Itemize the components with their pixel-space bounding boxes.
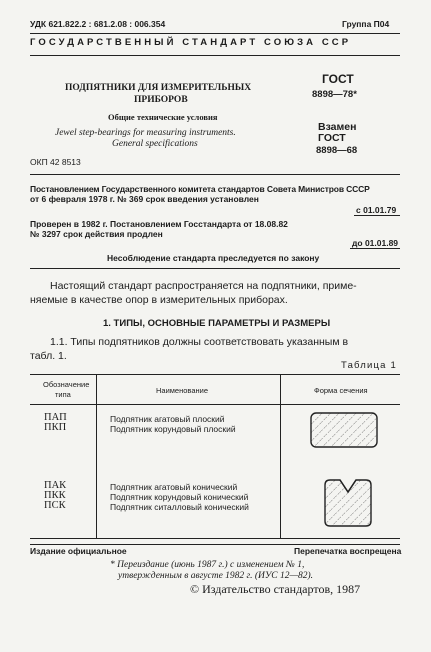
header-code-line2: типа: [55, 390, 71, 399]
para2-line1: 1.1. Типы подпятников должны соответствовать указанным в: [50, 336, 349, 348]
replace-label: Взамен: [318, 121, 357, 133]
decree-line1: Постановлением Государственного комитета стандартов Совета Министров СССР: [30, 184, 370, 194]
official-edition: Издание официальное: [30, 546, 127, 556]
header-shape: Форма сечения: [314, 386, 368, 395]
header-rule-2: [30, 55, 400, 56]
copyright: © Издательство стандартов, 1987: [190, 582, 361, 596]
general-spec-ru: Общие технические условия: [108, 112, 218, 122]
header-code-line1: Обозначение: [43, 380, 90, 389]
decree-line4: № 3297 срок действия продлен: [30, 229, 163, 239]
title-line1: ПОДПЯТНИКИ ДЛЯ ИЗМЕРИТЕЛЬНЫХ: [65, 83, 252, 93]
header-rule: [30, 33, 400, 34]
gost-number: 8898—78*: [312, 89, 357, 100]
replace-gost: ГОСТ: [318, 132, 346, 144]
para1-line1: Настоящий стандарт распространяется на подпятники, приме-: [50, 280, 357, 292]
group2-codes: [44, 481, 66, 511]
para1-line2: няемые в качестве опор в измерительных приборах.: [30, 294, 288, 306]
code-pkp: ПКП: [44, 422, 67, 433]
table-col-divider-2: [280, 374, 281, 538]
udk-code: УДК 621.822.2 : 681.2.08 : 006.354: [30, 19, 166, 29]
table-caption: Таблица 1: [341, 360, 397, 371]
decree-date1: с 01.01.79: [356, 205, 397, 215]
date2-underline: [350, 248, 400, 249]
para2-line2: табл. 1.: [30, 350, 67, 362]
table-bottom-rule: [30, 538, 400, 539]
footnote-line1: * Переиздание (июнь 1987 г.) с изменением № 1,: [110, 560, 305, 570]
penalty-notice: Несоблюдение стандарта преследуется по закону: [107, 253, 320, 263]
code-pkk: ПКК: [44, 490, 66, 501]
title-line2: ПРИБОРОВ: [134, 95, 188, 105]
standard-line: ГОСУДАРСТВЕННЫЙ СТАНДАРТ СОЮЗА ССР: [30, 37, 352, 48]
group-code: Группа П04: [342, 19, 390, 29]
decree-date2: до 01.01.89: [352, 238, 399, 248]
table-col-divider-1: [96, 374, 97, 538]
decree-line3: Проверен в 1982 г. Постановлением Госстандарта от 18.08.82: [30, 219, 288, 229]
footer-rule: [30, 544, 400, 545]
footnote-line2: утвержденным в августе 1982 г. (ИУС 12—82).: [118, 571, 313, 581]
title-en-line2: General specifications: [112, 139, 198, 149]
name-pkk: Подпятник корундовый конический: [110, 492, 249, 502]
code-psk: ПСК: [44, 500, 66, 511]
gost-label: ГОСТ: [322, 72, 354, 86]
table-header-rule: [30, 404, 400, 405]
conical-section-shape: [322, 476, 374, 530]
code-pak: ПАК: [44, 480, 67, 491]
group2-names: [110, 482, 249, 512]
name-pap: Подпятник агатовый плоский: [110, 414, 225, 424]
replace-number: 8898—68: [316, 145, 358, 156]
reprint-forbidden: Перепечатка воспрещена: [294, 546, 402, 556]
body-rule: [30, 268, 400, 269]
flat-section-shape: [308, 410, 380, 450]
header-name: Наименование: [156, 386, 208, 395]
title-en-line1: Jewel step-bearings for measuring instruments.: [55, 128, 236, 138]
section-title: 1. ТИПЫ, ОСНОВНЫЕ ПАРАМЕТРЫ И РАЗМЕРЫ: [103, 318, 331, 329]
group1-codes: [44, 413, 67, 433]
decree-line2: от 6 февраля 1978 г. № 369 срок введения установлен: [30, 194, 259, 204]
name-psk: Подпятник ситалловый конический: [110, 502, 249, 512]
name-pkp: Подпятник корундовый плоский: [110, 424, 236, 434]
date1-underline: [354, 215, 400, 216]
code-pap: ПАП: [44, 412, 67, 423]
group1-names: [110, 414, 236, 434]
okp-code: ОКП 42 8513: [30, 157, 81, 167]
table-top-rule: [30, 374, 400, 375]
name-pak: Подпятник агатовый конический: [110, 482, 238, 492]
decree-rule: [30, 174, 400, 175]
